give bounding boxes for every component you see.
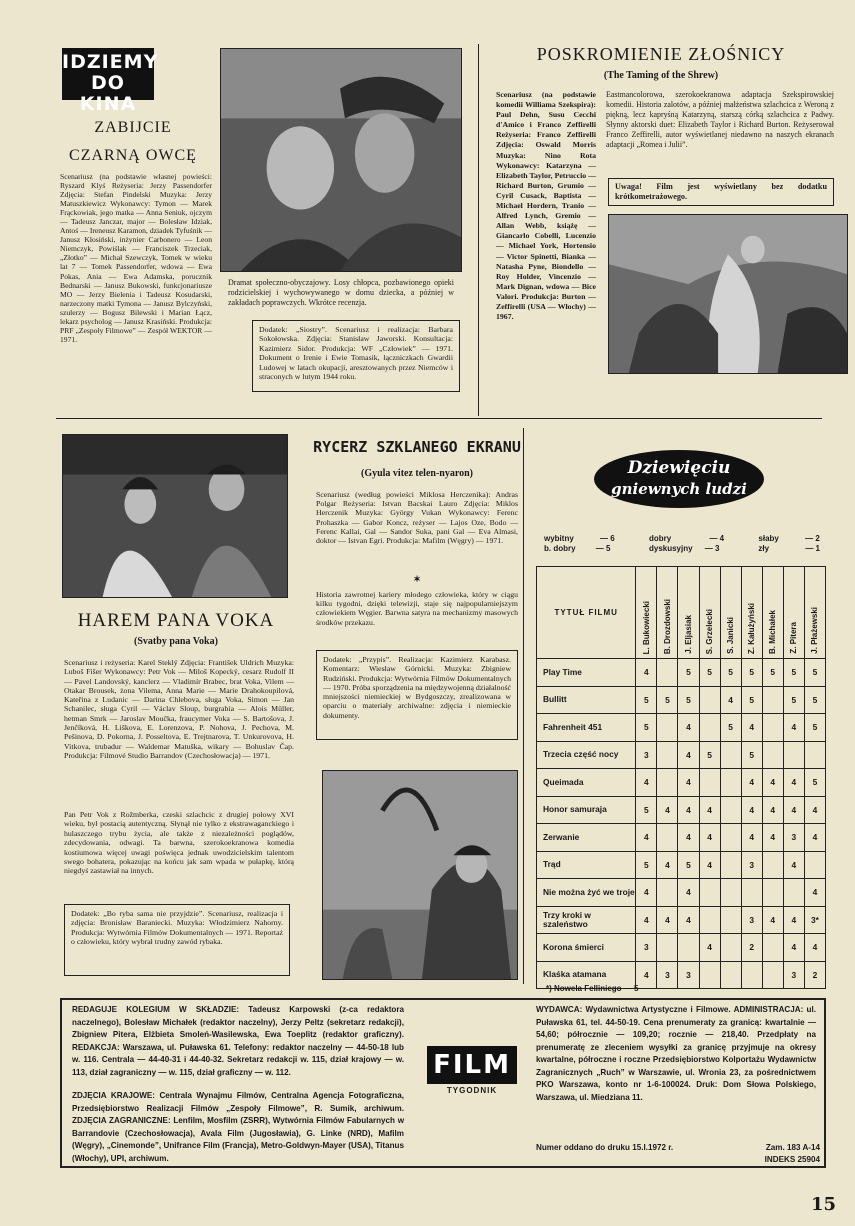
score-cell xyxy=(699,769,720,797)
score-cell: 4 xyxy=(762,824,783,852)
score-cell: 4 xyxy=(636,961,657,989)
score-cell: 5 xyxy=(678,686,699,714)
score-cell: 5 xyxy=(720,659,741,687)
film-title: Trąd xyxy=(537,851,636,879)
score-cell: 4 xyxy=(804,796,825,824)
score-cell: 4 xyxy=(699,824,720,852)
film-title: Fahrenheit 451 xyxy=(537,714,636,742)
film-title: Klaśka atamana xyxy=(537,961,636,989)
zabijcie-title: ZABIJCIE CZARNĄ OWCĘ xyxy=(69,119,197,164)
critic-header: S. Grzelecki xyxy=(699,567,720,659)
poskromienie-description: Eastmancolorowa, szerokoekranowa adaptacja Szekspirowskiej komedii. Historia zalotów, a później małżeństwa szlachcica z Weroną z piękną, lecz kapryśną Katarzyną, starszą córką szlachcica z Padwy. Słynny aktorski duet: Elizabeth Taylor i Richard Burton. Reżyserował Franco Zeffirelli, autor wyświetlanej niedawno na naszych ekranach adaptacji „Romea i Julii”. xyxy=(606,90,834,149)
score-cell: 3* xyxy=(804,906,825,934)
score-cell: 4 xyxy=(636,659,657,687)
score-cell: 3 xyxy=(783,824,804,852)
rycerz-description: Historia zawrotnej kariery młodego człowieka, który w ciągu kilku tygodni, dzięki telewizji, staje się najpopularniejszym człowiekiem Węgier. Barwna satyra na mechanizmy masowych środków przekazu. xyxy=(316,590,518,627)
score-cell: 3 xyxy=(741,851,762,879)
score-cell: 4 xyxy=(741,824,762,852)
critic-header: Z. Pitera xyxy=(783,567,804,659)
score-cell: 5 xyxy=(699,659,720,687)
divider-horizontal-middle xyxy=(56,418,822,419)
score-cell: 4 xyxy=(741,796,762,824)
score-cell: 5 xyxy=(804,659,825,687)
score-cell: 5 xyxy=(699,741,720,769)
score-cell: 5 xyxy=(657,686,678,714)
poskromienie-credits: Scenariusz (na podstawie komedii Williama Szekspira): Paul Dehn, Susu Cecchi d'Amico i Franco Zeffirelli Reżyseria: Franco Zeffirelli Zdjęcia: Oswald Morris Muzyka: Nino Rota Wykonawcy: Katarzyna — Elizabeth Taylor, Petruccio — Richard Burton, Grumio — Cyril Cusack, Baptista — Michael Hordern, Tranio — Alfred Lynch, Gremio — Allan Webb, książę — Giancarlo Cobelli, Lucenzio — Michael York, Hortensio — Victor Spinetti, Bianka — Natasha Pyne, Biondello — Roy Holder, Vincenzio — Mark Dignan, wdowa — Bice Valori. Produkcja: Burton — Zeffirelli (USA — Włochy) — 1967. xyxy=(496,90,596,322)
score-cell: 3 xyxy=(636,934,657,962)
score-cell: 5 xyxy=(636,714,657,742)
score-cell: 4 xyxy=(720,686,741,714)
score-cell: 4 xyxy=(678,906,699,934)
score-cell xyxy=(699,686,720,714)
zabijcie-credits: Scenariusz (na podstawie własnej powieści: Ryszard Klyś Reżyseria: Jerzy Passendorfer Zdjęcia: Stefan Pindelski Muzyka: Jerzy Matuszkiewicz Wykonawcy: Tymon — Marek Frąckowiak, jego matka — Anna Seniuk, ojczym — Tadeusz Janczar, major — Bolesław Idziak, Antoś — Ireneusz Karamon, dziadek Tyfuśnik — Janusz Kłosiński, inżynier Carbonero — Leon Niemczyk, Powiślak — Franciszek Trzeciak, „Złotko” — Michał Szewczyk, Tomek w wieku lat 7 — Tomek Passendorfer, wdowa — Ewa Pokas, Ania — Ewa Adamska, porucznik Bednarski — Janusz Bukowski, funkcjonariusze MO — Jerzy Bielenia i Tadeusz Kosudarski, narzeczony matki Tymona — Janusz Bylczyński, szulerzy — Bogusz Bilewski i Marian Łącz, lekarz psycholog — Janusz Krasiński. Produkcja: PRF „Zespoły Filmowe” — Zespół WEKTOR — 1971. xyxy=(60,172,212,344)
rycerz-star: ✶ xyxy=(413,574,421,584)
masthead-photos: ZDJĘCIA KRAJOWE: Centrala Wynajmu Filmów, Centralna Agencja Fotograficzna, Przedsiębiorstwo Realizacji Filmów „Zespoły Filmowe”, R. Sumik, archiwum. ZDJĘCIA ZAGRANICZNE: Lenfilm, Mosfilm (ZSRR), Wytwórnia Filmów Fabularnych w Barrandovie (Czechosłowacja), Avala Film (Jugosławia), G. Linke (NRD), Mafilm (Węgry), „Cinemonde”, Unifrance Film (Francja), Metro-Goldwyn-Mayer (USA), Titanus (Włochy), UPI, archiwum. xyxy=(72,1091,404,1163)
score-cell xyxy=(657,934,678,962)
score-cell: 5 xyxy=(720,714,741,742)
ratings-row xyxy=(537,934,826,962)
film-title: Nie można żyć we troje xyxy=(537,879,636,907)
score-cell: 4 xyxy=(699,851,720,879)
score-cell: 5 xyxy=(678,659,699,687)
score-cell xyxy=(720,741,741,769)
harem-addition-box: Dodatek: „Bo ryba sama nie przyjdzie”. Scenariusz, realizacja i zdjęcia: Bronisław Baraniecki. Muzyka: Włodzimierz Nahorny. Produkcja: Wytwórnia Filmów Dokumentalnych — 1971. Reportaż o człowieku, który wybrał trudny zawód rybaka. xyxy=(64,904,290,976)
zabijcie-photo xyxy=(220,48,462,272)
ratings-row xyxy=(537,796,826,824)
ratings-body xyxy=(537,659,826,989)
score-cell: 5 xyxy=(636,796,657,824)
poskromienie-title: POSKROMIENIE ZŁOŚNICY xyxy=(536,44,786,64)
score-cell xyxy=(657,769,678,797)
film-title: Queimada xyxy=(537,769,636,797)
score-cell xyxy=(762,686,783,714)
score-cell: 5 xyxy=(678,851,699,879)
score-cell: 5 xyxy=(804,686,825,714)
score-cell xyxy=(762,741,783,769)
score-cell: 4 xyxy=(783,851,804,879)
score-cell xyxy=(720,906,741,934)
score-cell: 2 xyxy=(804,961,825,989)
score-cell: 5 xyxy=(741,686,762,714)
score-cell: 4 xyxy=(636,824,657,852)
score-cell: 4 xyxy=(636,769,657,797)
score-cell: 5 xyxy=(741,659,762,687)
score-cell: 4 xyxy=(678,741,699,769)
score-cell: 4 xyxy=(678,796,699,824)
score-cell: 3 xyxy=(678,961,699,989)
page-number: 15 xyxy=(810,1194,836,1215)
score-cell: 5 xyxy=(804,714,825,742)
ratings-row xyxy=(537,741,826,769)
rycerz-addition-box: Dodatek: „Przypis”. Realizacja: Kazimierz Karabasz. Komentarz: Wiesław Górnicki. Muzyka: Zbigniew Rudziński. Produkcja: Wytwórnia Filmów Dokumentalnych — 1970. Próba sporządzenia na międzywojenną działalność mniejszości niemieckiej w Bydgoszczy, zrealizowana w oparciu o materiały archiwalne: zdjęcia i niemieckie dokumenty. xyxy=(316,650,518,740)
score-cell: 4 xyxy=(783,934,804,962)
score-cell: 3 xyxy=(657,961,678,989)
score-cell: 5 xyxy=(783,659,804,687)
film-title: Honor samuraja xyxy=(537,796,636,824)
rycerz-subtitle: (Gyula vitez telen-nyaron) xyxy=(360,468,474,479)
legend-col-2: dobry — 4 dyskusyjny — 3 xyxy=(648,534,725,553)
score-cell: 4 xyxy=(636,906,657,934)
score-cell: 4 xyxy=(699,796,720,824)
masthead-order: Zam. 183 A-14 xyxy=(765,1143,820,1152)
ratings-row xyxy=(537,769,826,797)
film-title: Play Time xyxy=(537,659,636,687)
score-cell: 4 xyxy=(783,769,804,797)
score-cell: 5 xyxy=(741,741,762,769)
score-cell: 3 xyxy=(741,906,762,934)
masthead-editorial: REDAGUJE KOLEGIUM W SKŁADZIE: Tadeusz Karpowski (z-ca redaktora naczelnego), Bolesław Michałek (redaktor naczelny), Jerzy Peltz (sekretarz redakcji), Zbigniew Pitera, Elżbieta Smoleń-Wasilewska, Ewa Toeplitz (redaktor graficzny). REDAKCJA: Warszawa, ul. Puławska 61. Telefony: redaktor naczelny — 44-50-18 lub w. 116. Centrala — 44-40-31 i 44-40-32. Sekretarz redakcji w. 115, dział krajowy — w. 113, dział zagraniczny — w. 115, dział graficzny — w. 112. xyxy=(72,1005,404,1077)
legend-col-3: słaby — 2 zły — 1 xyxy=(758,534,820,553)
score-cell: 4 xyxy=(657,796,678,824)
score-cell: 5 xyxy=(804,769,825,797)
score-cell xyxy=(720,879,741,907)
ratings-badge: Dziewięciu gniewnych ludzi xyxy=(594,450,764,508)
score-cell: 4 xyxy=(804,934,825,962)
critic-header: Z. Kałużyński xyxy=(741,567,762,659)
poskromienie-subtitle: (The Taming of the Shrew) xyxy=(603,70,719,81)
score-cell: 4 xyxy=(804,879,825,907)
film-title: Trzecia część nocy xyxy=(537,741,636,769)
score-cell: 4 xyxy=(783,906,804,934)
score-cell: 4 xyxy=(636,879,657,907)
score-cell xyxy=(699,714,720,742)
score-cell xyxy=(762,934,783,962)
score-cell: 4 xyxy=(657,906,678,934)
score-cell xyxy=(699,879,720,907)
critic-header: B. Drozdowski xyxy=(657,567,678,659)
harem-photo xyxy=(62,434,288,598)
zabijcie-caption: Dramat społeczno-obyczajowy. Losy chłopca, pozbawionego opieki rodzicielskiej i wychowywanego w domu dziecka, a później w zakładach poprawczych. Wkrótce recenzja. xyxy=(228,278,454,307)
score-cell: 5 xyxy=(636,851,657,879)
score-cell: 4 xyxy=(762,769,783,797)
score-cell: 5 xyxy=(636,686,657,714)
score-cell xyxy=(783,741,804,769)
ratings-row xyxy=(537,659,826,687)
idziemy-do-kina-logo: IDZIEMY DO KINA xyxy=(62,48,154,100)
critic-header: J. Płażewski xyxy=(804,567,825,659)
film-title: Trzy kroki w szaleństwo xyxy=(537,906,636,934)
rycerz-title: RYCERZ SZKLANEGO EKRANU xyxy=(313,438,521,456)
film-logo: FILM TYGODNIK xyxy=(422,1046,522,1095)
score-cell xyxy=(657,741,678,769)
score-cell: 4 xyxy=(657,851,678,879)
score-cell xyxy=(720,851,741,879)
score-cell xyxy=(678,934,699,962)
ratings-row xyxy=(537,906,826,934)
zabijcie-addition-box: Dodatek: „Siostry”. Scenariusz i realizacja: Barbara Sokołowska. Zdjęcia: Stanisław Jaworski. Konsultacja: Kazimierz Sidor. Produkcja: WF „Człowiek” — 1971. Dokument o Irenie i Ewie Tomasik, łączniczkach Gwardii Ludowej w latach okupacji, aresztowanych przez Niemców i straconych w lutym 1944 roku. xyxy=(252,320,460,392)
score-cell xyxy=(720,934,741,962)
score-cell: 4 xyxy=(699,934,720,962)
film-title: Korona śmierci xyxy=(537,934,636,962)
score-cell: 3 xyxy=(636,741,657,769)
poskromienie-note: Uwaga! Film jest wyświetlany bez dodatku krótkometrażowego. xyxy=(608,178,834,206)
score-cell: 2 xyxy=(741,934,762,962)
score-cell xyxy=(657,824,678,852)
score-cell xyxy=(762,851,783,879)
score-cell: 4 xyxy=(762,906,783,934)
ratings-row xyxy=(537,851,826,879)
score-cell xyxy=(804,851,825,879)
harem-subtitle: (Svatby pana Voka) xyxy=(134,636,218,647)
score-cell xyxy=(762,714,783,742)
rycerz-photo xyxy=(322,770,518,980)
harem-description: Pan Petr Vok z Rožmberka, czeski szlachcic z drugiej połowy XVI wieku, był postacią autentyczną. Słynął nie tylko z ekstrawaganckiego i hulaszczego trybu życia, ale także z niezależności poglądów, zdecydowania, odwagi. Ta barwna, szerokoekranowa komedia kostiumowa więcej uwagi poświęca jednak uwodzicielskim talentom swego bohatera, pokazując na końcu jak sam wpada w pułapkę, którą niegdyś zastawiał na innych. xyxy=(64,810,294,876)
score-cell xyxy=(657,659,678,687)
ratings-header-row xyxy=(537,567,826,659)
score-cell xyxy=(804,741,825,769)
score-cell: 5 xyxy=(783,686,804,714)
critic-header: J. Eljasiak xyxy=(678,567,699,659)
score-cell: 4 xyxy=(678,714,699,742)
masthead-publisher: WYDAWCA: Wydawnictwa Artystyczne i Filmowe. ADMINISTRACJA: ul. Puławska 61, tel. 44-50-19. Cena prenumeraty za granicą: kwartalnie — 54,60; półrocznie — 109,20; rocznie — 218,40. Przedpłaty na prenumeratę ze zleceniem wysyłki za granicę przyjmuje na okresy kwartalne, półroczne i roczne Przedsiębiorstwo Kolportażu Wydawnictw Zagranicznych „Ruch” w Warszawie, ul. Wronia 23, za pośrednictwem PKO Warszawa, konto nr 1-6-100024. Druk: Dom Słowa Polskiego, Warszawa, ul. Miedziana 11. xyxy=(536,1005,816,1102)
poskromienie-photo xyxy=(608,214,848,374)
critic-header: S. Janicki xyxy=(720,567,741,659)
title-header: TYTUŁ FILMU xyxy=(537,567,636,659)
harem-credits: Scenariusz i reżyseria: Karel Steklý Zdjęcia: František Uldrich Muzyka: Luboš Fišer Wykonawcy: Petr Vok — Miloš Kopecký, cesarz Rudolf II — Pavel Landovský, kanclerz — Vladimír Brabec, brat Voka, Vilem — Otakar Brousek, żona Vilema, Anna Marie — Marie Drahokoupilová, Kateřina z Ludanic — Darina Chlebova, sługa Voka, Simon — Jan Schanilec, sługa Cyril — Václav Sloup, burgrabia — Alois Müller, hetman Smrk — Jaroslav Moučka, fraucymer Voka — S. Bartošova, J. Jenčíková, H. Liškova, E. Lorenzova, P. Nohova, J. Pechova, M. Pešinova, D. Pokorna, J. Posseltova, E. Trejtnarova, T. Unkurovova, H. Vitkova, trubadur — Waldemar Matuška, wikary — Bohuslav Čap. Produkcja: Filmové Studio Barrandov (Czechosłowacja) — 1971. xyxy=(64,658,294,760)
film-logo-box: FILM xyxy=(427,1046,517,1084)
film-title: Zerwanie xyxy=(537,824,636,852)
critic-header: L. Bukowiecki xyxy=(636,567,657,659)
score-cell xyxy=(762,879,783,907)
score-cell: 4 xyxy=(783,796,804,824)
score-cell xyxy=(720,796,741,824)
divider-vertical-top xyxy=(478,44,479,416)
score-cell: 3 xyxy=(783,961,804,989)
score-cell xyxy=(741,879,762,907)
masthead-index: INDEKS 25904 xyxy=(764,1155,820,1164)
score-cell: 4 xyxy=(678,824,699,852)
rycerz-credits: Scenariusz (według powieści Miklosa Herczenika): Andras Polgar Reżyseria: Istvan Bacskai Lauro Zdjęcia: Miklos Herczenik Muzyka: György Vukan Wykonawcy: Ferenc Prohaszka — Gabor Koncz, reżyser — Lajos Oze, Bodo — Ferenc Kallai, Gal — Sandor Suka, pani Gal — Eva Almasi, doktor — Istvan Egri. Produkcja: Mafilm (Węgry) — 1971. xyxy=(316,490,518,546)
ratings-table xyxy=(536,566,826,989)
score-cell: 5 xyxy=(762,659,783,687)
film-title: Bullitt xyxy=(537,686,636,714)
score-cell: 4 xyxy=(678,879,699,907)
ratings-footnote: *) Nowela Felliniego — 5 xyxy=(546,984,639,993)
score-cell xyxy=(657,714,678,742)
score-cell: 4 xyxy=(783,714,804,742)
ratings-row xyxy=(537,714,826,742)
score-cell xyxy=(720,824,741,852)
harem-title: HAREM PANA VOKA xyxy=(77,610,275,631)
score-cell: 4 xyxy=(678,769,699,797)
score-cell xyxy=(657,879,678,907)
score-cell: 4 xyxy=(804,824,825,852)
critic-header: B. Michałek xyxy=(762,567,783,659)
score-cell xyxy=(720,769,741,797)
ratings-legend xyxy=(544,534,820,554)
score-cell: 4 xyxy=(762,796,783,824)
masthead-print-date: Numer oddano do druku 15.I.1972 r. xyxy=(536,1143,674,1152)
ratings-row xyxy=(537,686,826,714)
score-cell xyxy=(699,906,720,934)
ratings-row xyxy=(537,824,826,852)
score-cell: 4 xyxy=(741,769,762,797)
score-cell: 4 xyxy=(741,714,762,742)
legend-col-1: wybitny — 6 b. dobry — 5 xyxy=(544,534,615,553)
ratings-row xyxy=(537,879,826,907)
score-cell xyxy=(783,879,804,907)
